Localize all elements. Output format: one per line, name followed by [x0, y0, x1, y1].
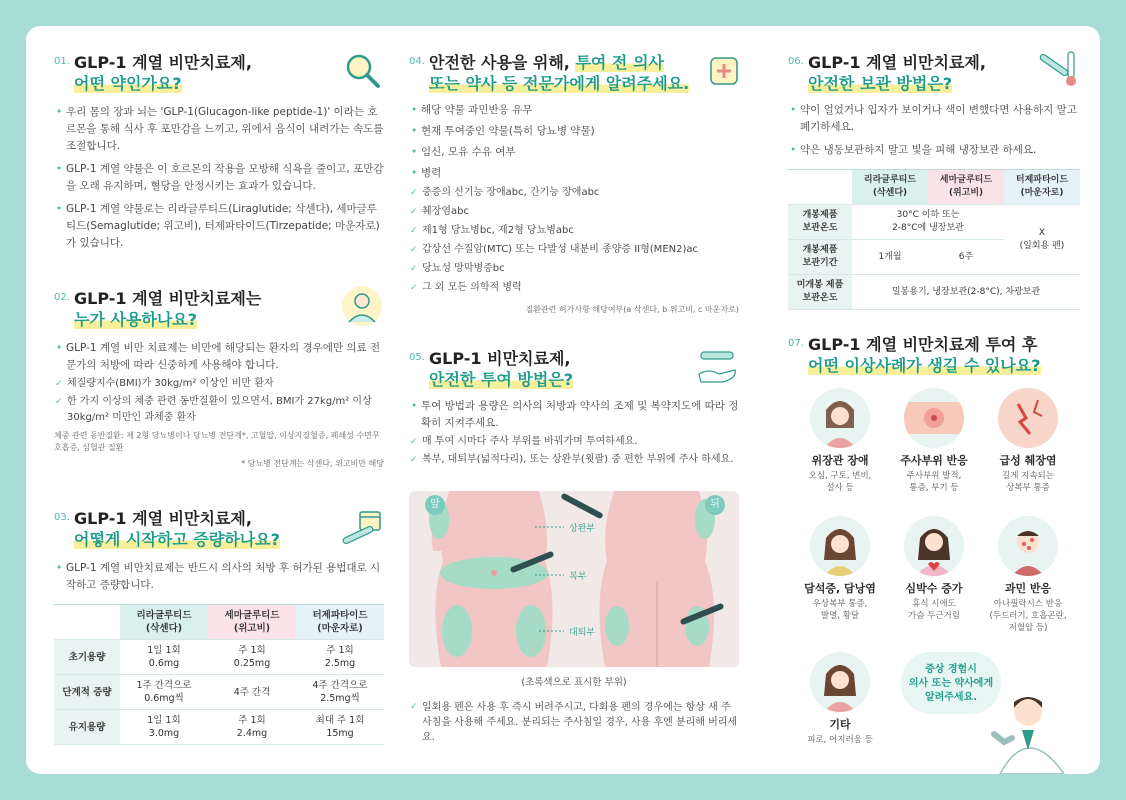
section-06: [788, 52, 1080, 310]
table-cell: 4주 간격: [208, 675, 296, 710]
effect-desc: 우상복부 통증, 발열, 황달: [812, 599, 868, 621]
adverse-effect-item: [890, 388, 978, 494]
brochure-sheet: [26, 26, 1100, 774]
table-header: 터제파타이드 (마운자로): [296, 605, 384, 640]
storage-table: [788, 169, 1080, 310]
section-title-line1: GLP-1 계열 비만치료제,: [74, 53, 252, 72]
section-07-header: [788, 334, 1080, 376]
section-number: 04.: [409, 56, 425, 67]
table-corner: [54, 605, 120, 640]
effect-desc: 피로, 어지러움 등: [807, 735, 873, 745]
effect-desc: 오심, 구토, 변비, 설사 등: [808, 471, 872, 493]
row-label: 단계적 증량: [54, 675, 120, 710]
figure-caption: (초록색으로 표시한 부위): [521, 677, 627, 688]
dosage-table: [54, 604, 384, 745]
pills-icon: [703, 48, 747, 92]
back-label: 뒤: [705, 495, 725, 515]
woman-heartbeat-icon: [904, 516, 964, 576]
check-item: ✓ 제1형 당뇨병bc, 제2형 당뇨병abc: [409, 223, 739, 239]
effect-title: 급성 췌장염: [999, 454, 1057, 467]
thigh-label: 대퇴부: [567, 625, 597, 638]
section-04-header: [409, 52, 739, 94]
adverse-effect-item: [796, 652, 884, 746]
section-title-line1a: 안전한 사용을 위해,: [429, 53, 576, 72]
footnote: 체중 관련 동반질환: 제 2형 당뇨병이나 당뇨병 전단계*, 고혈압, 이상지질혈증, 폐쇄성 수면무호흡증, 심혈관 질환: [54, 431, 380, 452]
column-1: [54, 26, 384, 774]
bullet-text: • 현재 투여중인 약물(특히 당뇨병 약물): [409, 123, 739, 140]
check-item: ✓ 갑상선 수질암(MTC) 또는 다발성 내분비 종양증 II형(MEN2)ac: [409, 242, 739, 258]
section-number: 02.: [54, 292, 70, 303]
abdomen-label: 복부: [567, 569, 588, 582]
adverse-effect-item: [984, 388, 1072, 494]
check-item: ✓ 복부, 대퇴부(넓적다리), 또는 상완부(윗팔) 중 편한 부위에 주사 하세요.: [409, 452, 739, 468]
section-title-line1: GLP-1 계열 비만치료제 투여 후: [808, 335, 1038, 354]
effect-title: 심박수 증가: [905, 582, 963, 595]
section-05-tail: [409, 698, 739, 745]
table-header: 터제파타이드 (마운자로): [1004, 170, 1080, 205]
section-number: 06.: [788, 56, 804, 67]
hand-pen-icon: [695, 344, 739, 388]
row-label: 개봉제품 보관온도: [788, 205, 852, 240]
section-05: [409, 348, 739, 468]
footnote: 질환관련 허가사항 해당여부(a 삭센다, b 위고비, c 마운자로): [525, 305, 739, 314]
section-06-header: [788, 52, 1080, 94]
table-cell: 4주 간격으로 2.5mg씩: [296, 675, 384, 710]
check-item: ✓ 일회용 펜은 사용 후 즉시 버려주시고, 다회용 펜의 경우에는 항상 새 주사침을 사용해 주세요. 분리되는 주사침일 경우, 사용 후엔 분리해 버리세요.: [409, 700, 739, 745]
thermometer-pen-icon: [1036, 48, 1080, 92]
front-label: 앞: [425, 495, 445, 515]
table-header: 세마글루티드 (위고비): [208, 605, 296, 640]
section-07: [788, 334, 1080, 376]
section-04: [409, 52, 739, 316]
table-cell: 최대 주 1회 15mg: [296, 710, 384, 745]
table-cell: X (일회용 펜): [1004, 205, 1080, 275]
bullet-text: • 약은 냉동보관하지 말고 빛을 피해 냉장보관 하세요.: [788, 142, 1080, 159]
table-row: [54, 675, 384, 710]
adverse-effect-item: [796, 516, 884, 622]
table-cell: 주 1회 2.5mg: [296, 640, 384, 675]
section-title-line2: 누가 사용하나요?: [74, 310, 198, 329]
table-cell: 주 1회 0.25mg: [208, 640, 296, 675]
effect-desc: 주사부위 발적, 통증, 부기 등: [906, 471, 962, 493]
table-row: [788, 275, 1080, 310]
table-header: 리라글루티드 (삭센다): [120, 605, 208, 640]
bullet-text: • 투여 방법과 용량은 의사의 처방과 약사의 조제 및 복약지도에 따라 정확히 지켜주세요.: [409, 398, 739, 432]
table-cell: 30°C 이하 또는 2-8°C에 냉장보관: [852, 205, 1004, 240]
effect-desc: 길게 지속되는 상복부 통증: [1002, 471, 1054, 493]
section-title-line1b: 투여 전 의사: [575, 53, 664, 72]
section-title-line2: 어떤 이상사례가 생길 수 있나요?: [808, 356, 1041, 375]
section-title-line2: 어떤 약인가요?: [74, 74, 182, 93]
section-05-header: [409, 348, 739, 390]
section-title-line1: GLP-1 계열 비만치료제는: [74, 289, 262, 308]
effect-title: 위장관 장애: [811, 454, 869, 467]
pen-calendar-icon: [340, 504, 384, 548]
table-cell: 6주: [928, 240, 1004, 275]
section-01-header: [54, 52, 384, 94]
check-item: ✓ 그 외 모든 의학적 병력: [409, 280, 739, 296]
pharmacist-icon: [986, 690, 1078, 774]
table-corner: [788, 170, 852, 205]
adverse-effect-item: [796, 388, 884, 494]
upper-arm-label: 상완부: [567, 521, 597, 534]
skin-redness-icon: [904, 388, 964, 448]
check-item: ✓ 매 투여 시마다 주사 부위를 바꿔가며 투여하세요.: [409, 434, 739, 450]
adverse-effect-item: [890, 516, 978, 622]
section-02-header: [54, 288, 384, 330]
person-icon: [340, 284, 384, 328]
check-item: ✓ 당뇨성 망막병증bc: [409, 261, 739, 277]
row-label: 개봉제품 보관기간: [788, 240, 852, 275]
section-title-line2: 안전한 투여 방법은?: [429, 370, 574, 389]
table-header: 세마글루티드 (위고비): [928, 170, 1004, 205]
section-title-line2: 또는 약사 등 전문가에게 알려주세요.: [429, 74, 690, 93]
check-item: ✓ 한 가지 이상의 체중 관련 동반질환이 있으면서, BMI가 27kg/m² 이상 30kg/m² 미만인 과체중 환자: [54, 394, 384, 426]
bullet-text: • 병력: [409, 165, 739, 182]
table-row: [54, 710, 384, 745]
effect-desc: 휴식 시에도 가슴 두근거림: [908, 599, 960, 621]
table-cell: 1일 1회 0.6mg: [120, 640, 208, 675]
bullet-text: • GLP-1 계열 비만치료제는 반드시 의사의 처방 후 허가된 용법대로 시작하고 증량합니다.: [54, 560, 384, 594]
magnifier-icon: [340, 48, 384, 92]
table-cell: 1일 1회 3.0mg: [120, 710, 208, 745]
section-title-line1: GLP-1 계열 비만치료제,: [74, 509, 252, 528]
section-03: [54, 508, 384, 745]
table-cell: 1주 간격으로 0.6mg씩: [120, 675, 208, 710]
section-title-line2: 어떻게 시작하고 증량하나요?: [74, 530, 280, 549]
column-3: [788, 26, 1080, 774]
effect-title: 기타: [829, 718, 851, 731]
section-number: 05.: [409, 352, 425, 363]
table-row: [54, 640, 384, 675]
effect-desc: 아나필락시스 반응 (두드러기, 호흡곤란, 저혈압 등): [989, 599, 1067, 633]
bullet-text: • GLP-1 계열 약물은 이 호르몬의 작용을 모방해 식욕을 줄이고, 포만감을 오래 유지하며, 혈당을 안정시키는 효과가 있습니다.: [54, 161, 384, 195]
effect-title: 주사부위 반응: [900, 454, 968, 467]
section-number: 03.: [54, 512, 70, 523]
check-item: ✓ 체질량지수(BMI)가 30kg/m² 이상인 비만 환자: [54, 376, 384, 392]
woman-nausea-icon: [810, 388, 870, 448]
bullet-text: • 약이 얼었거나 입자가 보이거나 색이 변했다면 사용하지 말고 폐기하세요.: [788, 102, 1080, 136]
section-01: [54, 52, 384, 252]
table-header: 리라글루티드 (삭센다): [852, 170, 928, 205]
man-allergy-icon: [998, 516, 1058, 576]
bullet-text: • GLP-1 계열 비만 치료제는 비만에 해당되는 환자의 경우에만 의료 전문가의 처방에 따라 신중하게 사용해야 합니다.: [54, 340, 384, 374]
row-label: 미개봉 제품 보관온도: [788, 275, 852, 310]
bullet-text: • GLP-1 계열 약물로는 리라글루티드(Liraglutide; 삭센다), 세마글루티드(Semaglutide; 위고비), 터제파타이드(Tirzepatide; 마운자로)가 있습니다.: [54, 201, 384, 252]
woman-dizzy-icon: [810, 652, 870, 712]
bullet-text: • 우리 몸의 장과 뇌는 'GLP-1(Glucagon-like peptide-1)' 이라는 호르몬을 통해 식사 후 포만감을 느끼고, 위에서 음식이 내려가는 속도를 조절합니다.: [54, 104, 384, 155]
check-item: ✓ 췌장염abc: [409, 204, 739, 220]
abdominal-pain-icon: [998, 388, 1058, 448]
check-item: ✓ 중증의 신기능 장애abc, 간기능 장애abc: [409, 185, 739, 201]
row-label: 초기용량: [54, 640, 120, 675]
section-03-header: [54, 508, 384, 550]
advice-bubble: 증상 경험시 의사 또는 약사에게 알려주세요.: [901, 652, 1001, 714]
effect-title: 담석증, 담낭염: [804, 582, 876, 595]
bullet-text: • 임신, 모유 수유 여부: [409, 144, 739, 161]
injection-site-figure: [409, 491, 739, 667]
table-cell: 1개월: [852, 240, 928, 275]
woman-stomach-icon: [810, 516, 870, 576]
section-title-line1: GLP-1 비만치료제,: [429, 349, 571, 368]
section-title-line1: GLP-1 계열 비만치료제,: [808, 53, 986, 72]
adverse-effect-item: [984, 516, 1072, 634]
section-02: [54, 288, 384, 470]
section-number: 07.: [788, 338, 804, 349]
section-title-line2: 안전한 보관 방법은?: [808, 74, 953, 93]
table-row: [788, 205, 1080, 240]
table-cell: 밀봉용기, 냉장보관(2-8°C), 차광보관: [852, 275, 1080, 310]
effect-title: 과민 반응: [1004, 582, 1052, 595]
row-label: 유지용량: [54, 710, 120, 745]
table-cell: 주 1회 2.4mg: [208, 710, 296, 745]
section-number: 01.: [54, 56, 70, 67]
column-2: [409, 26, 739, 774]
bullet-text: • 해당 약물 과민반응 유무: [409, 102, 739, 119]
footnote: * 당뇨병 전단계는 삭센다, 위고비만 해당: [241, 459, 384, 468]
